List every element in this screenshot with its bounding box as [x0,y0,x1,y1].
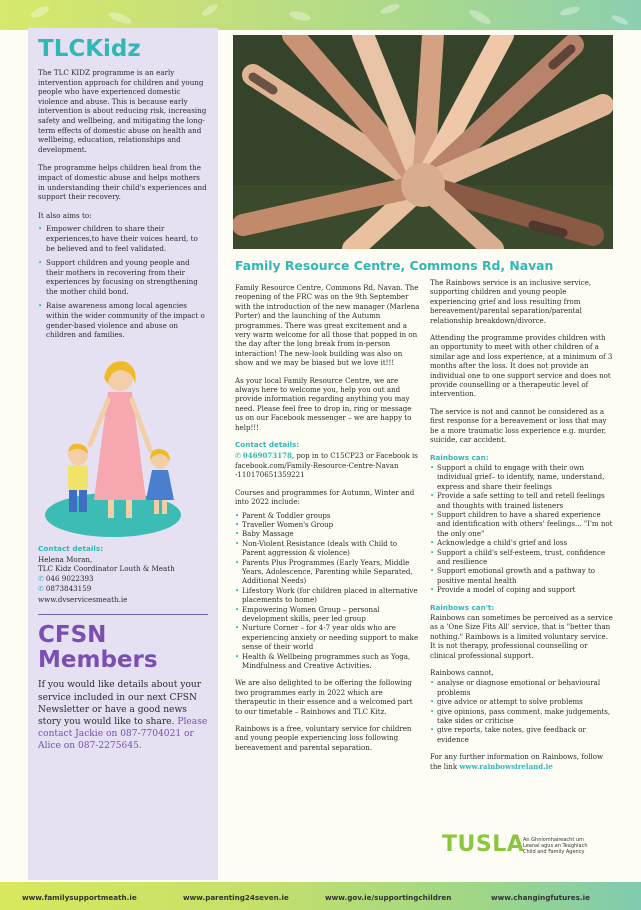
tusla-logo [442,832,524,857]
frc-para-3: We are also delighted to be offering the following two programmes early in 2022 which are therapeutic in their essence and a welcomed part to our timetable – Rainbows and TLC Kitz. [235,678,413,716]
tlckidz-intro: The TLC KIDZ programme is an early intervention approach for children and young people who have experienced domestic violence and abuse. This is because early intervention is about reducing risk, increasing safety and wellbeing, and mitigating the long-term effects of domestic abuse on health and wellbeing, education, relationships and development. [38,68,207,154]
list-item: • analyse or diagnose emotional or behavioural problems [430,678,615,697]
list-item: • Raise awareness among local agencies within the wider community of the impact o gender-based violence and abuse on children and families. [38,301,208,339]
list-item: • Acknowledge a child's grief and loss [430,538,615,547]
cfsn-contact-link[interactable]: Please contact Jackie on 087-7704021 or Alice on 087-2275645. [38,716,208,752]
leaf-pattern-icon [0,0,641,30]
list-item: • Nurture Corner – for 4-7 year olds who are experiencing anxiety or needing support to make sense of their world [235,623,420,651]
phone-icon: ✆ [38,585,44,594]
courses-intro: Courses and programmes for Autumn, Winter and into 2022 include: [235,487,415,507]
contact-name: Helena Moran, [38,554,93,564]
list-item: • Provide a model of coping and support [430,585,615,594]
tlckidz-title: TLCKidz [38,36,141,62]
rainbows-link[interactable]: www.rainbowsireland.ie [459,761,553,771]
frc-para-4: Rainbows is a free, voluntary service for children and young people experiencing loss following bereavement and parental separation. [235,724,412,752]
aims-list [38,224,208,340]
courses-list [235,511,420,671]
list-item: • Baby Massage [235,529,420,538]
list-item: • Non-Violent Resistance (deals with Child to Parent aggression & violence) [235,539,420,558]
frc-phone[interactable]: 0469073178 [242,450,292,460]
aims-intro: It also aims to: [38,210,92,220]
footer-link-changingfutures[interactable]: www.changingfutures.ie [491,893,590,902]
rainbows-cannot-intro: Rainbows cannot, [430,668,494,678]
hands-photo-icon [233,35,613,249]
hands-together-photo [233,35,613,249]
rainbows-cannot-list [430,678,615,744]
list-item: • Traveller Women's Group [235,520,420,529]
contact-phone-1: ✆ 046 9022393 [38,573,94,583]
list-item: • Support emotional growth and a pathway to positive mental health [430,566,615,585]
contact-role: TLC Kidz Coordinator Louth & Meath [38,564,175,574]
list-item: • give opinions, pass comment, make judgements, take sides or criticise [430,707,615,726]
footer-link-familysupportmeath[interactable]: www.familysupportmeath.ie [22,893,137,902]
list-item: • Provide a safe setting to tell and retell feelings and thoughts with trained listeners [430,491,615,510]
cfsn-text: If you would like details about your service included in our next CFSN Newsletter or have a good news story you would like to share. Please contact Jackie on 087-7704021 or Alice on 087-2275645. [38,680,208,752]
frc-column-1 [235,283,420,760]
contact-phone-2: ✆ 0873843159 [38,584,92,594]
list-item: • Empower children to share their experiences,to have their voices heard, to be believed and to feel validated. [38,224,208,253]
list-item: • Lifestory Work (for children placed in alternative placements to home) [235,586,420,605]
top-decorative-band [0,0,641,30]
tlckidz-sidebar [28,28,218,880]
frc-para-1: Family Resource Centre, Commons Rd, Navan. The reopening of the FRC was on the 9th September with the introduction of the new manager (Marlena Porter) and the launching of the Autumn programmes. There was great excitement and a very warm welcome for all those that popped in on the day after the long break from in-person interaction! The new-look building was also on show and we may be biased but we love it!!! [235,283,420,368]
frc-contact-heading: Contact details: [235,440,300,450]
tusla-logo-block [442,832,617,862]
rainbows-cant-heading: Rainbows can't: [430,602,495,612]
rainbows-can-heading: Rainbows can: [430,452,489,462]
frc-contact-text: ✆ 0469073178, pop in to C15CP23 or Facebook is facebook.com/Family-Resource-Centre-Navan -110170651359221 [235,450,418,480]
phone-icon: ✆ [38,574,44,583]
list-item: • give advice or attempt to solve problems [430,697,615,706]
rainbows-para-3: The service is not and cannot be considered as a first response for a bereavement or loss that may be a more traumatic loss experience e.g. murder, suicide, car accident. [430,406,607,445]
frc-title: Family Resource Centre, Commons Rd, Navan [235,258,554,273]
frc-column-2 [430,278,615,779]
tlckidz-contact-heading: Contact details: [38,543,104,553]
list-item: • give reports, take notes, give feedback or evidence [430,725,615,744]
tusla-tagline: An Ghníomhaireacht um Leanaí agus an Teaghlach Child and Family Agency [523,837,588,856]
list-item: • Support children to have a shared experience and identification with others' feelings... "I'm not the only one" [430,510,615,538]
family-illustration-icon [38,350,188,540]
rainbows-further-info: For any further information on Rainbows, follow the link www.rainbowsireland.ie [430,752,603,771]
contact-website[interactable]: www.dvservicesmeath.ie [38,594,128,604]
frc-para-2: As your local Family Resource Centre, we are always here to welcome you, help you out and provide information regarding anything you may need. Please feel free to drop in, ring or message us on our Facebook messenger – we are happy to help!!! [235,375,412,432]
sidebar-divider [38,614,208,615]
list-item: • Parents Plus Programmes (Early Years, Middle Years, Adolescence, Parenting while Separated, Additional Needs) [235,558,420,586]
rainbows-para-2: Attending the programme provides children with an opportunity to meet with other children of a similar age and loss experience, at a minimum of 3 months after the loss. It does not provide an individual one to one support service and does not provide counselling or a therapeutic level of intervention. [430,333,613,399]
list-item: • Health & Wellbeing programmes such as Yoga, Mindfulness and Creative Activities. [235,652,420,671]
list-item: • Support a child's self-esteem, trust, confidence and resilience [430,548,615,567]
footer-link-gov-supportingchildren[interactable]: www.gov.ie/supportingchildren [325,893,452,902]
footer-link-parenting24seven[interactable]: www.parenting24seven.ie [183,893,289,902]
rainbows-can-list [430,463,615,595]
list-item: • Parent & Toddler groups [235,511,420,520]
rainbows-cant-para: Rainbows can sometimes be perceived as a service as a 'One Size Fits All' service, that is "better than nothing." Rainbows is a limited voluntary service. It is not therapy, professional counselling or clinical professional support. [430,613,613,660]
tusla-logo-text: TUSLA [442,832,525,857]
list-item: • Support children and young people and their mothers in recovering from their experiences by focusing on strengthening the mother child bond. [38,258,208,296]
cfsn-title: CFSN Members [38,622,158,674]
rainbows-para-1: The Rainbows service is an inclusive service, supporting children and young people experiencing grief and loss resulting from bereavement/parental separation/parental relationship breakdown/divorce. [430,278,592,325]
phone-icon: ✆ [235,451,241,460]
tlckidz-para2: The programme helps children heal from the impact of domestic abuse and helps mothers in understanding their child's experiences and support their recovery. [38,163,207,202]
list-item: • Support a child to engage with their own individual grief– to identify, name, understand, express and share their feelings [430,463,615,491]
footer-links-bar [0,882,641,910]
list-item: • Empowering Women Group – personal development skills, peer led group [235,605,420,624]
